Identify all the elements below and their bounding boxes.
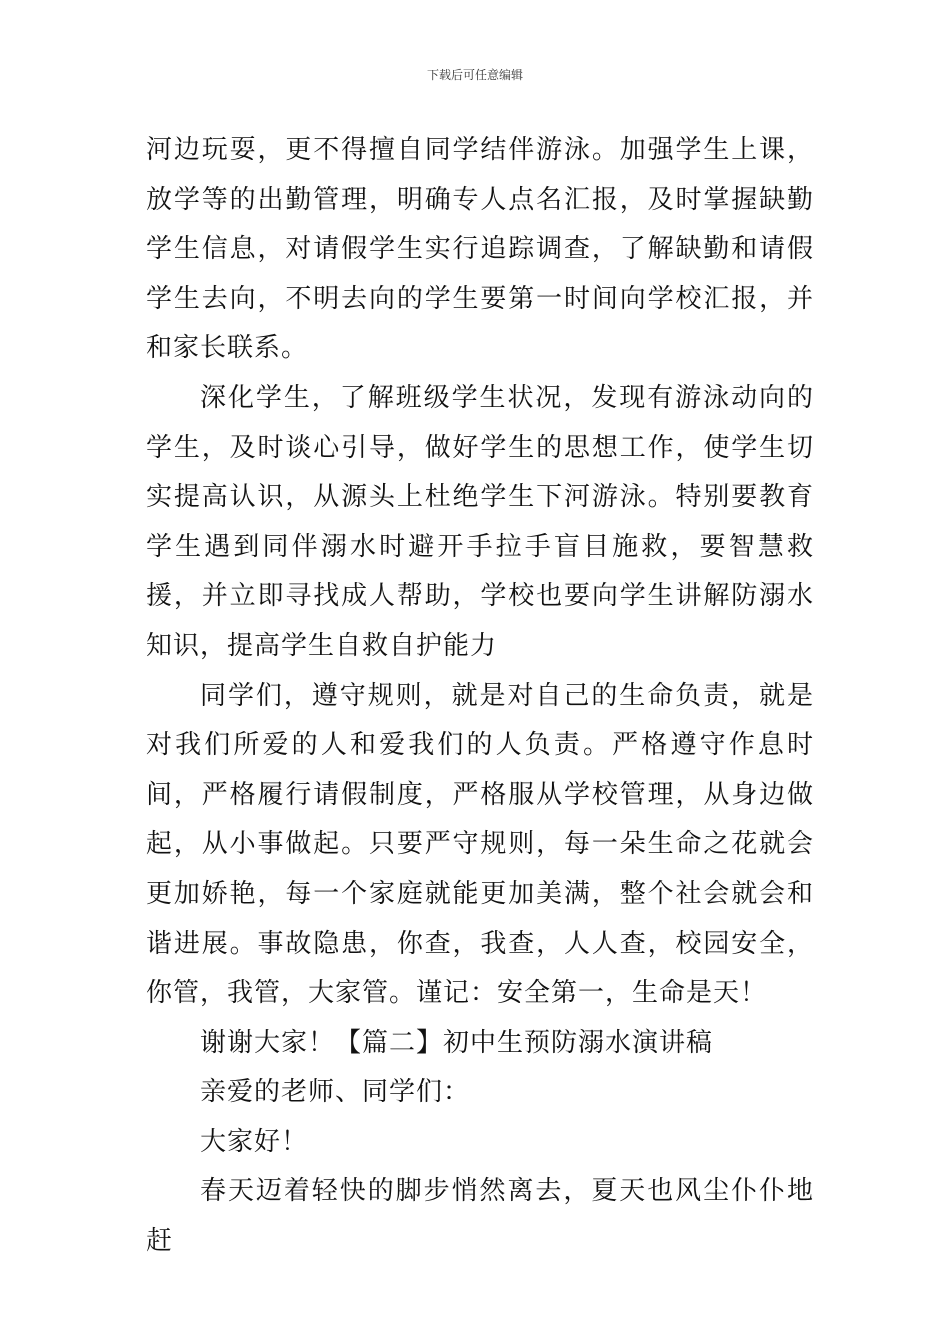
document-body [146,126,814,1267]
paragraph-thanks-section-two: 谢谢大家！【篇二】初中生预防溺水演讲稿 [200,1027,714,1058]
paragraph-greeting: 大家好！ [200,1126,309,1157]
paragraph-student-guidance: 深化学生，了解班级学生状况，发现有游泳动向的学生，及时谈心引导，做好学生的思想工作，使学生切实提高认识，从源头上杜绝学生下河游泳。特别要教育学生遇到同伴溺水时避开手拉手盲目施救，要智慧救援，并立即寻找成人帮助，学校也要向学生讲解防溺水知识，提高学生自救自护能力 [146,382,814,661]
paragraph-attendance: 河边玩耍，更不得擅自同学结伴游泳。加强学生上课，放学等的出勤管理，明确专人点名汇报，及时掌握缺勤学生信息，对请假学生实行追踪调查，了解缺勤和请假学生去向，不明去向的学生要第一时间向学校汇报，并和家长联系。 [146,135,814,364]
paragraph-salutation: 亲爱的老师、同学们： [200,1077,471,1108]
page-header: 下载后可任意编辑 [426,68,523,82]
paragraph-follow-rules: 同学们，遵守规则，就是对自己的生命负责，就是对我们所爱的人和爱我们的人负责。严格遵守作息时间，严格履行请假制度，严格服从学校管理，从身边做起，从小事做起。只要严守规则，每一朵生命之花就会更加娇艳，每一个家庭就能更加美满，整个社会就会和谐进展。事故隐患，你查，我查，人人查，校园安全，你管，我管，大家管。谨记：安全第一，生命是天！ [146,680,814,1009]
paragraph-spring-summer: 春天迈着轻快的脚步悄然离去，夏天也风尘仆仆地赶 [146,1176,814,1257]
